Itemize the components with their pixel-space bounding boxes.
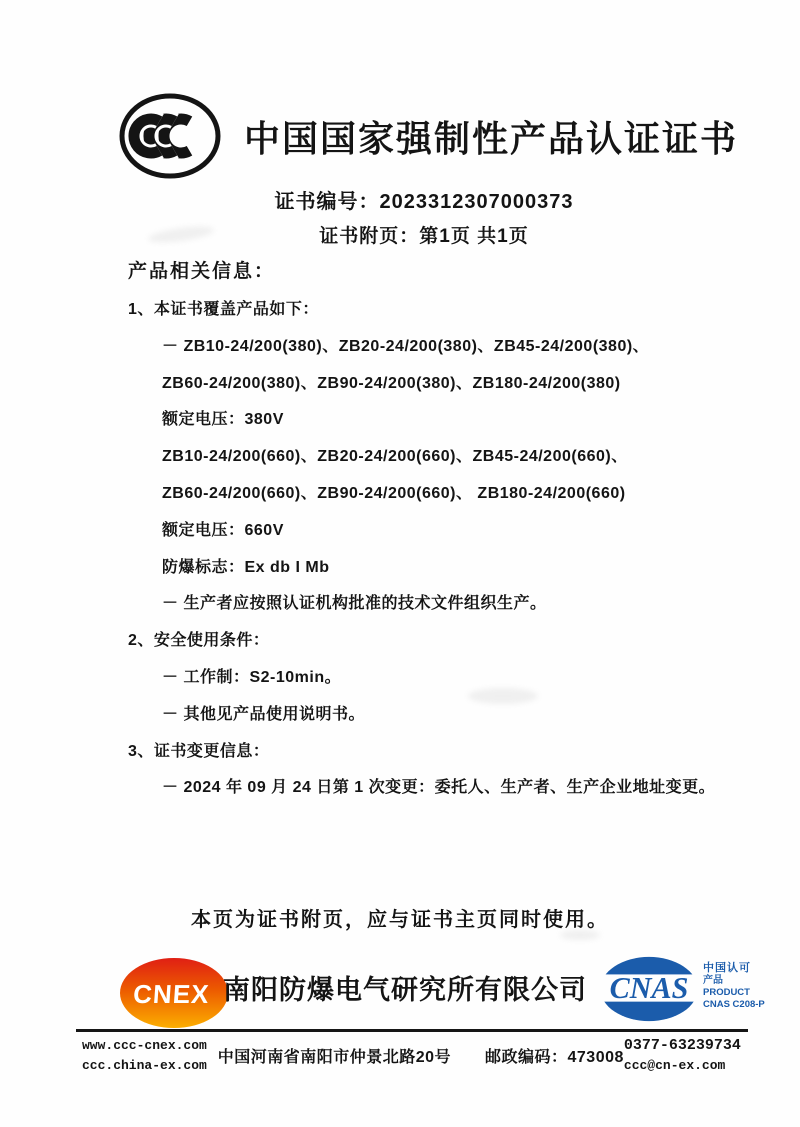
- cnas-text-line: CNAS C208-P: [703, 999, 765, 1010]
- contact-bar: [76, 1036, 748, 1076]
- cnas-accreditation: [597, 954, 765, 1024]
- ccc-mark-icon: [118, 84, 222, 188]
- footer-divider: [76, 1029, 748, 1032]
- scan-artifact: [560, 930, 600, 940]
- product-line: 1、本证书覆盖产品如下：: [128, 301, 319, 318]
- contact-address-line: [218, 1036, 624, 1067]
- product-line: ZB60-24/200(660)、ZB90-24/200(660)、 ZB180-24/200(660): [162, 484, 626, 502]
- certificate-page-label: 证书附页：: [319, 226, 420, 247]
- certificate-number-line: [48, 190, 800, 214]
- product-line: － ZB10-24/200(380)、ZB20-24/200(380)、ZB45-24/200(380)、: [162, 337, 650, 355]
- product-info-heading: 产品相关信息：: [128, 261, 276, 282]
- product-line: － 其他见产品使用说明书。: [162, 705, 365, 723]
- phone-number: 0377-63239734: [623, 1037, 741, 1054]
- organization-row: [0, 952, 800, 1036]
- svg-text:CNEX: CNEX: [132, 979, 211, 1009]
- cnas-text-line: 中国认可: [703, 962, 751, 974]
- website-line-1: www.ccc-cnex.com: [82, 1038, 207, 1053]
- email-address: ccc@cn-ex.com: [623, 1058, 726, 1073]
- product-line: － 2024 年 09 月 24 日第 1 次变更：委托人、生产者、生产企业地址变更。: [162, 779, 716, 797]
- product-line: 2、安全使用条件：: [128, 632, 270, 650]
- svg-text:CNAS: CNAS: [609, 970, 689, 1005]
- certificate-number-value: 2023312307000373: [379, 191, 574, 213]
- product-line: ZB60-24/200(380)、ZB90-24/200(380)、ZB180-24/200(380): [162, 374, 621, 392]
- cnas-logo-icon: [597, 954, 701, 1024]
- product-info-section: [128, 252, 788, 807]
- cnas-text-line: 产品: [703, 975, 723, 986]
- postal-code: 邮政编码：473008: [485, 1049, 624, 1066]
- product-line: 额定电压：660V: [162, 521, 284, 539]
- product-line: － 生产者应按照认证机构批准的技术文件组织生产。: [162, 595, 547, 613]
- contact-websites: [76, 1036, 218, 1076]
- certificate-number-label: 证书编号：: [274, 191, 380, 213]
- certificate-page-value: 第1页 共1页: [419, 226, 529, 247]
- product-line: 防爆标志：Ex db I Mb: [162, 558, 330, 576]
- company-address: 中国河南省南阳市仲景北路20号: [217, 1049, 451, 1066]
- scan-artifact: [468, 688, 538, 704]
- certificate-header: [118, 84, 738, 188]
- product-line: ZB10-24/200(660)、ZB20-24/200(660)、ZB45-24/200(660)、: [162, 448, 628, 466]
- certificate-number-block: [0, 190, 800, 249]
- website-line-2: ccc.china-ex.com: [82, 1058, 207, 1073]
- product-line: 额定电压：380V: [162, 411, 284, 429]
- cnas-text-line: PRODUCT: [703, 987, 750, 998]
- cnas-accreditation-text: [703, 962, 765, 1011]
- product-line: 3、证书变更信息：: [128, 742, 270, 760]
- page-title: 中国国家强制性产品认证证书: [244, 117, 739, 159]
- contact-phone-email: [624, 1036, 748, 1076]
- product-line: － 工作制：S2-10min。: [162, 668, 342, 686]
- page-note: 本页为证书附页，应与证书主页同时使用。: [191, 909, 609, 931]
- company-name: 南阳防爆电气研究所有限公司: [223, 975, 587, 1005]
